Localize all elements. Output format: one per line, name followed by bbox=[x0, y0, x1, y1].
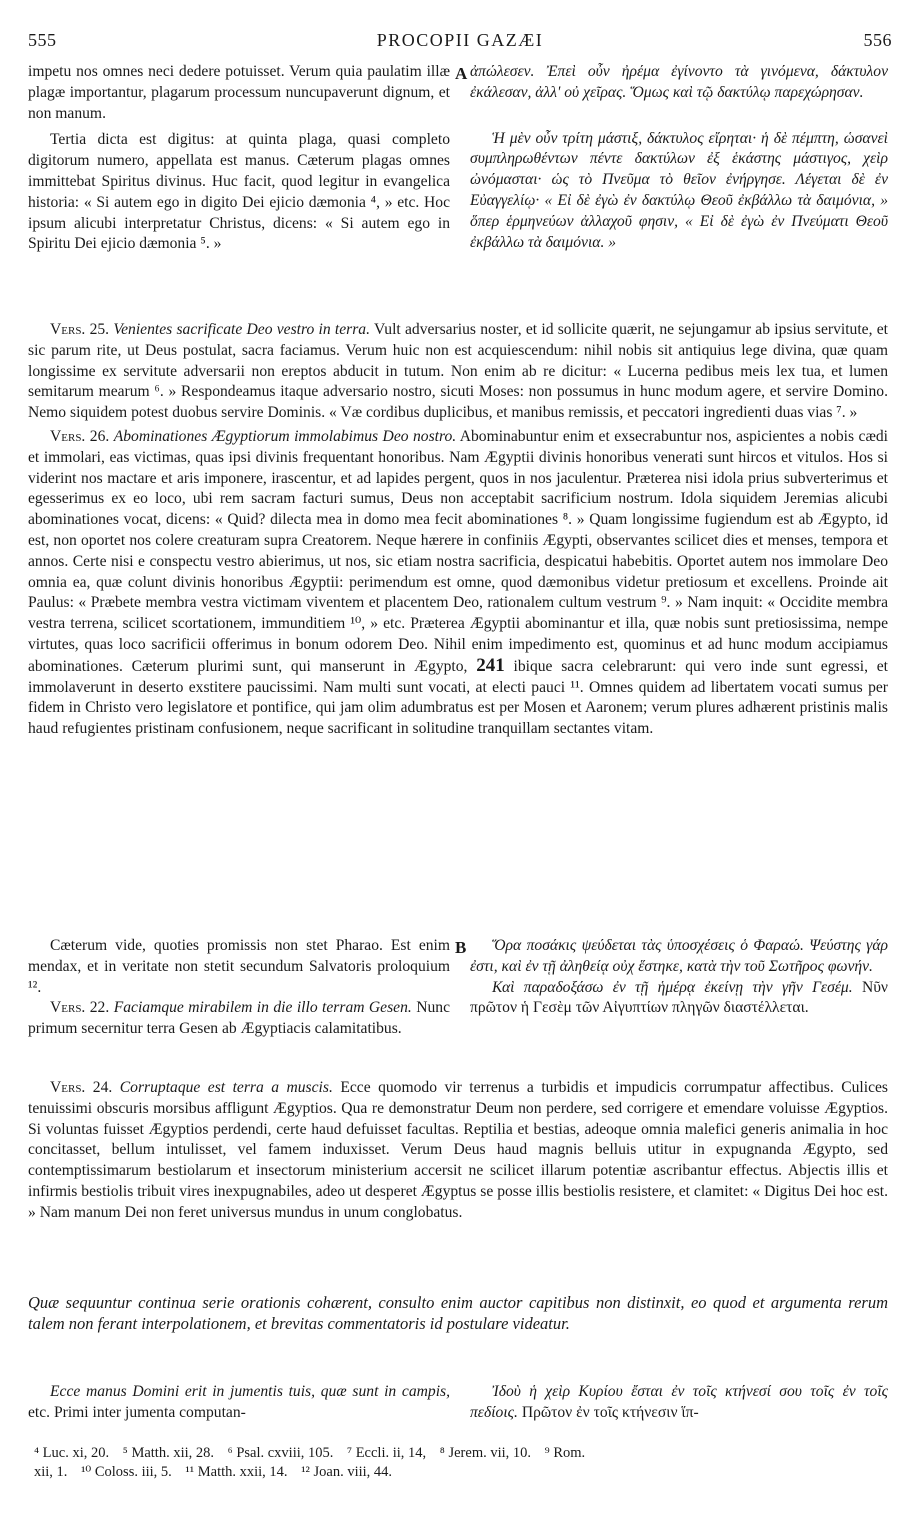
footnote-ref: ⁶ Psal. cxviii, 105. bbox=[227, 1445, 334, 1461]
vers-24-lemma: Corruptaque est terra a muscis. bbox=[119, 1079, 333, 1096]
latin-paragraph-1: impetu nos omnes neci dedere potuisset. Verum quia paulatim illæ plagæ importantur, plagarum processum nuncupaverunt dignum, et non manum. bbox=[28, 63, 450, 122]
vers-24-label: Vers. 24. bbox=[50, 1079, 113, 1096]
footnote-ref: ¹² Joan. viii, 44. bbox=[301, 1464, 393, 1480]
greek-paragraph-1: ἀπώλεσεν. Ἐπεὶ οὖν ἠρέμα ἐγίνοντο τὰ γινόμενα, δάκτυλον ἐκάλεσαν, ἀλλ' οὐ χεῖρας. Ὅμως καὶ τῷ δακτύλῳ παρεχώρησαν. bbox=[470, 63, 888, 101]
running-title: PROCOPII GAZÆI bbox=[376, 30, 544, 50]
footnotes bbox=[34, 1444, 894, 1482]
top-latin-column bbox=[28, 62, 450, 255]
margin-marker-b: B bbox=[455, 938, 467, 957]
running-header bbox=[28, 30, 892, 56]
footnote-ref: ⁸ Jerem. vii, 10. bbox=[439, 1445, 532, 1461]
latin-paragraph-2: Tertia dicta est digitus: at quinta plaga, quasi completo digitorum numero, appellata est manus. Cæterum plagas omnes immittebat Spiritus divinus. Huc facit, quod legitur in evangelica historia: « Si autem ego in digito Dei ejicio dæmonia ⁴, » etc. Hoc ipsum alicubi interpretatur Christus, dicens: « Si autem ego in Spiritu Dei ejicio dæmonia ⁵. » bbox=[28, 131, 450, 253]
margin-marker-a: A bbox=[455, 64, 468, 83]
vers-25-lemma: Venientes sacrificate Deo vestro in terra. bbox=[113, 321, 370, 338]
commentary-block-vers-24 bbox=[28, 1078, 888, 1224]
editorial-note-text: Quæ sequuntur continua serie orationis cohærent, consulto enim auctor capitibus non distinxit, eo quod et argumenta rerum talem non ferant interpolationem, et brevitas commentatoris id postulare videatur. bbox=[28, 1293, 888, 1333]
vers-22-text: Nunc primum secernitur terra Gesen ab Ægyptiacis calamitatibus. bbox=[28, 999, 451, 1038]
vers-22-lemma: Faciamque mirabilem in die illo terram Gesen. bbox=[113, 999, 412, 1017]
pharao-paragraph: Cæterum vide, quoties promissis non stet Pharao. Est enim mendax, et in veritate non stetit secundum Salvatoris proloquium ¹². bbox=[28, 937, 450, 996]
greek-gesem-text: Νῦν πρῶτον ἡ Γεσὲμ τῶν Αἰγυπτίων πληγῶν διαστέλλεται. bbox=[470, 978, 888, 1017]
editorial-note bbox=[28, 1292, 888, 1334]
middle-greek-column bbox=[470, 936, 888, 1019]
vers-26-label: Vers. 26. bbox=[50, 427, 110, 445]
vers-25-label: Vers. 25. bbox=[50, 321, 110, 338]
bottom-greek-column bbox=[470, 1382, 888, 1424]
footnote-ref: ⁹ Rom. bbox=[544, 1445, 586, 1461]
vers-24-text: Ecce quomodo vir terrenus a turbidis et impudicis corrumpatur affectibus. Culices tenuissimi obscuris morsibus affligunt Ægyptios. Qua re demonstratur Deum non perdere, sed corrigere et emendare voluisse Ægyptios. Si voluntas fuisset Ægyptios perdendi, certe haud defuisset facultas. Reptilia et bestias, adeoque omnia malefici generis animalia in hoc concitasset, bellum intulisset, vel famem induxisset. Verum Deus haud magnis belluis utitur in expugnanda Ægypto, sed contemptissimarum bestiolarum et insectorum ministerium accersit ne scilicet illarum potentiæ ascribantur effectus. Abjectis illis et infirmis bestiolis tribuit vires inexpugnabiles, adeo ut desperet Ægyptus se posse illis bestiolis resistere, et clamitet: « Digitus Dei hoc est. » Nam manum Dei non feret universus mundus in unum conglobatus. bbox=[28, 1079, 888, 1221]
vers-26-text-after: ibique sacra celebrarunt: qui vero inde sunt egressi, et immolaverunt in deserto exstitere paucissimi. Nam multi sunt vocati, at electi pauci ¹¹. Omnes quidem ad libertatem vocati sumus per fidem in Christo vero legislatore et pontifice, qui jam olim adumbratus est per Mosen et Aaronem; verum plures adhærent pristinis malis haud refugientes pristinam confusionem, neque sacrificant in solitudine tranquillam sectantes vitam. bbox=[28, 657, 888, 738]
top-greek-column bbox=[470, 62, 888, 253]
bottom-latin-column bbox=[28, 1382, 450, 1424]
footnote-ref: ⁷ Eccli. ii, 14, bbox=[347, 1445, 427, 1461]
greek-pharao-paragraph: Ὅρα ποσάκις ψεύδεται τὰς ὑποσχέσεις ὁ Φαραώ. Ψεύστης γάρ ἐστι, καὶ ἐν τῇ ἀληθείᾳ οὐχ ἕστηκε, κατὰ τὴν τοῦ Σωτῆρος φωνήν. bbox=[470, 937, 888, 975]
vers-26-paragraph bbox=[28, 427, 888, 740]
footnote-line-2 bbox=[34, 1463, 894, 1482]
footnote-ref: ⁵ Matth. xii, 28. bbox=[122, 1445, 215, 1461]
bottom-greek-lemma: Ἰδοὺ ἡ χεὶρ Κυρίου ἔσται ἐν τοῖς κτήνεσί σου τοῖς ἐν τοῖς πεδίοις. bbox=[470, 1383, 888, 1421]
vers-26-text-before: Abominabuntur enim et exsecrabuntur nos, aspicientes a nobis cædi et immolari, eas victimas, quas ipsi divinis frequentant honoribus. Nam Ægyptii divinis honoribus venerati sunt hircos et vitulos. Hos si viderint nos mactare et aris imponere, irascentur, et ad lapides pergent, quos in nos jaculentur. Præterea nisi idola prius subverterimus et egesserimus ex eo loco, ubi rem sacram facturi sumus, Deus non acceptabit sacrificium nostrum. Idola siquidem Jeremias alicubi abominationes vocat, dicens: « Quid? dilecta mea in domo mea fecit abominationes ⁸. » Quam longissime fugiendum est ab Ægypto, id est, non oportet nos colere creaturam supra Creatorem. Neque hærere in confiniis Ægypti, observantes scilicet dies et menses, tempora et annos. Certe nisi e conspectu vestro abierimus, ut nos, sic etiam nostra sacrificia, despicatui habebitis. Oportet autem nos immolare Deo omnia ea, quæ colunt divinis honoribus Ægyptii: perimendum est omne, quod dæmonibus videtur pretiosum et excellens. Proinde ait Paulus: « Præbete membra vestra victimam viventem et placentem Deo, rationalem cultum vestrum ⁹. » Nam inquit: « Occidite membra vestra terrena, scilicet scortationem, immunditiem ¹⁰, » etc. Præterea Ægyptii abominantur et illa, quæ nobis sunt pretiosissima, nempe virtutes, quas loco sacrificii offerimus in bonum odorem Deo. Nihil enim impedimento est, quominus et ad hunc modum accipiamus abominationes. Cæterum plurimi sunt, qui manserunt in Ægypto, bbox=[28, 427, 888, 675]
vers-25-paragraph bbox=[28, 320, 888, 424]
greek-paragraph-2: Ἡ μὲν οὖν τρίτη μάστιξ, δάκτυλος εἴρηται· ἡ δὲ πέμπτη, ὡσανεὶ συμπληρωθέντων πέντε δακτύλων ἐξ ἑκάστης μάστιγος, χεὶρ ὠνόμασται· ὡς τὸ Πνεῦμα τὸ θεῖον ἐνήργησε. Λέγεται δὲ ἐν Εὐαγγελίῳ· « Εἰ δὲ ἐγὼ ἐν δακτύλῳ Θεοῦ ἐκβάλλω τὰ δαιμόνια, » ὅπερ ἑρμηνεύων ἀλλαχοῦ φησιν, « Εἰ δὲ ἐγὼ ἐν Πνεύματι Θεοῦ ἐκβάλλω τὰ δαιμόνια. » bbox=[470, 129, 888, 251]
bottom-latin-text: etc. Primi inter jumenta computan- bbox=[28, 1403, 246, 1421]
bottom-latin-lemma: Ecce manus Domini erit in jumentis tuis, quæ sunt in campis, bbox=[50, 1383, 450, 1400]
vers-25-text: Vult adversarius noster, et id sollicite quærit, ne sejungamur ab ipsius servitute, et sic parum rite, ut Deus postulat, sacra faciamus. Verum huic non est acquiescendum: nihil nobis sit antiquius lege divina, quæ quam longissime ex servitute adversarii non ereptos abducit in tutum. Non enim ab re dicitur: « Lucerna pedibus meis lex tua, et lumen semitarum mearum ⁶. » Respondeamus itaque adversario nostro, sicuti Moses: non possumus in hunc modum agere, et servire Domino. Nemo siquidem potest duobus servire Dominis. « Væ cordibus duplicibus, et manibus remissis, et peccatori ingredienti duas vias ⁷. » bbox=[28, 321, 888, 422]
greek-gesem-paragraph bbox=[470, 978, 888, 1020]
vers-24-paragraph bbox=[28, 1078, 888, 1224]
commentary-block-vers-25-26 bbox=[28, 320, 888, 740]
footnote-ref: xii, 1. bbox=[34, 1464, 68, 1480]
footnote-ref: ⁴ Luc. xi, 20. bbox=[34, 1445, 110, 1461]
column-number: 241 bbox=[476, 654, 505, 676]
bottom-greek-text: Πρῶτον ἐν τοῖς κτήνεσιν ἵπ- bbox=[521, 1403, 699, 1421]
footnote-ref: ¹¹ Matth. xxii, 14. bbox=[185, 1464, 288, 1480]
page-number-left: 555 bbox=[28, 30, 57, 50]
vers-22-paragraph bbox=[28, 998, 450, 1040]
page-number-right: 556 bbox=[863, 30, 892, 50]
footnote-ref: ¹⁰ Coloss. iii, 5. bbox=[81, 1464, 172, 1480]
footnote-line-1 bbox=[34, 1444, 894, 1463]
vers-22-label: Vers. 22. bbox=[50, 999, 110, 1017]
greek-gesem-lemma: Καὶ παραδοξάσω ἐν τῇ ἡμέρᾳ ἐκείνῃ τὴν γῆν Γεσέμ. bbox=[492, 978, 853, 996]
bottom-greek-paragraph bbox=[470, 1382, 888, 1424]
vers-26-lemma: Abominationes Ægyptiorum immolabimus Deo nostro. bbox=[113, 427, 457, 445]
bottom-latin-paragraph bbox=[28, 1382, 450, 1424]
middle-latin-column bbox=[28, 936, 450, 1040]
